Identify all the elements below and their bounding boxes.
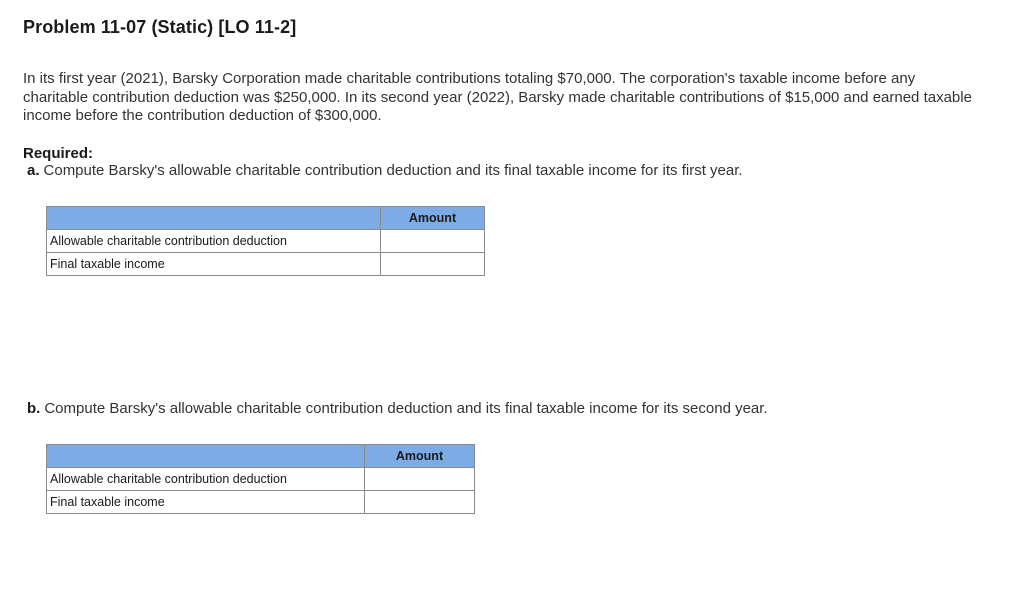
table-header-row (47, 207, 485, 230)
problem-title: Problem 11-07 (Static) [LO 11-2] (23, 17, 297, 37)
part-b-text: Compute Barsky's allowable charitable contribution deduction and its final taxable income for its second year. (44, 400, 768, 417)
part-b-answer-table (46, 444, 475, 514)
problem-intro: In its first year (2021), Barsky Corporation made charitable contributions totaling $70,000. The corporation's taxable income before any charitable contribution deduction was $250,000. In its second year (2022), Barsky made charitable contributions of $15,000 and earned taxable income before the contribution deduction of $300,000. (23, 70, 972, 124)
table-row (47, 253, 485, 276)
part-b-deduction-input[interactable] (365, 469, 474, 489)
amount-cell (365, 468, 475, 491)
part-a-text: Compute Barsky's allowable charitable contribution deduction and its final taxable income for its first year. (43, 162, 743, 179)
required-label: Required: (23, 145, 94, 162)
row-label-deduction: Allowable charitable contribution deduction (47, 468, 365, 491)
row-label-deduction: Allowable charitable contribution deduction (47, 230, 381, 253)
part-b-letter: b. (27, 400, 41, 417)
part-a-prompt (27, 162, 743, 179)
header-amount: Amount (365, 445, 475, 468)
part-a-deduction-input[interactable] (381, 231, 484, 251)
table-header-row (47, 445, 475, 468)
header-amount: Amount (381, 207, 485, 230)
amount-cell (381, 253, 485, 276)
part-a-letter: a. (27, 162, 40, 179)
header-blank-cell (47, 207, 381, 230)
part-a-answer-table (46, 206, 485, 276)
amount-cell (365, 491, 475, 514)
row-label-final-income: Final taxable income (47, 491, 365, 514)
part-a-final-income-input[interactable] (381, 254, 484, 274)
amount-cell (381, 230, 485, 253)
table-row (47, 468, 475, 491)
header-blank-cell (47, 445, 365, 468)
table-row (47, 491, 475, 514)
table-row (47, 230, 485, 253)
part-b-prompt (27, 400, 768, 417)
row-label-final-income: Final taxable income (47, 253, 381, 276)
part-b-final-income-input[interactable] (365, 492, 474, 512)
